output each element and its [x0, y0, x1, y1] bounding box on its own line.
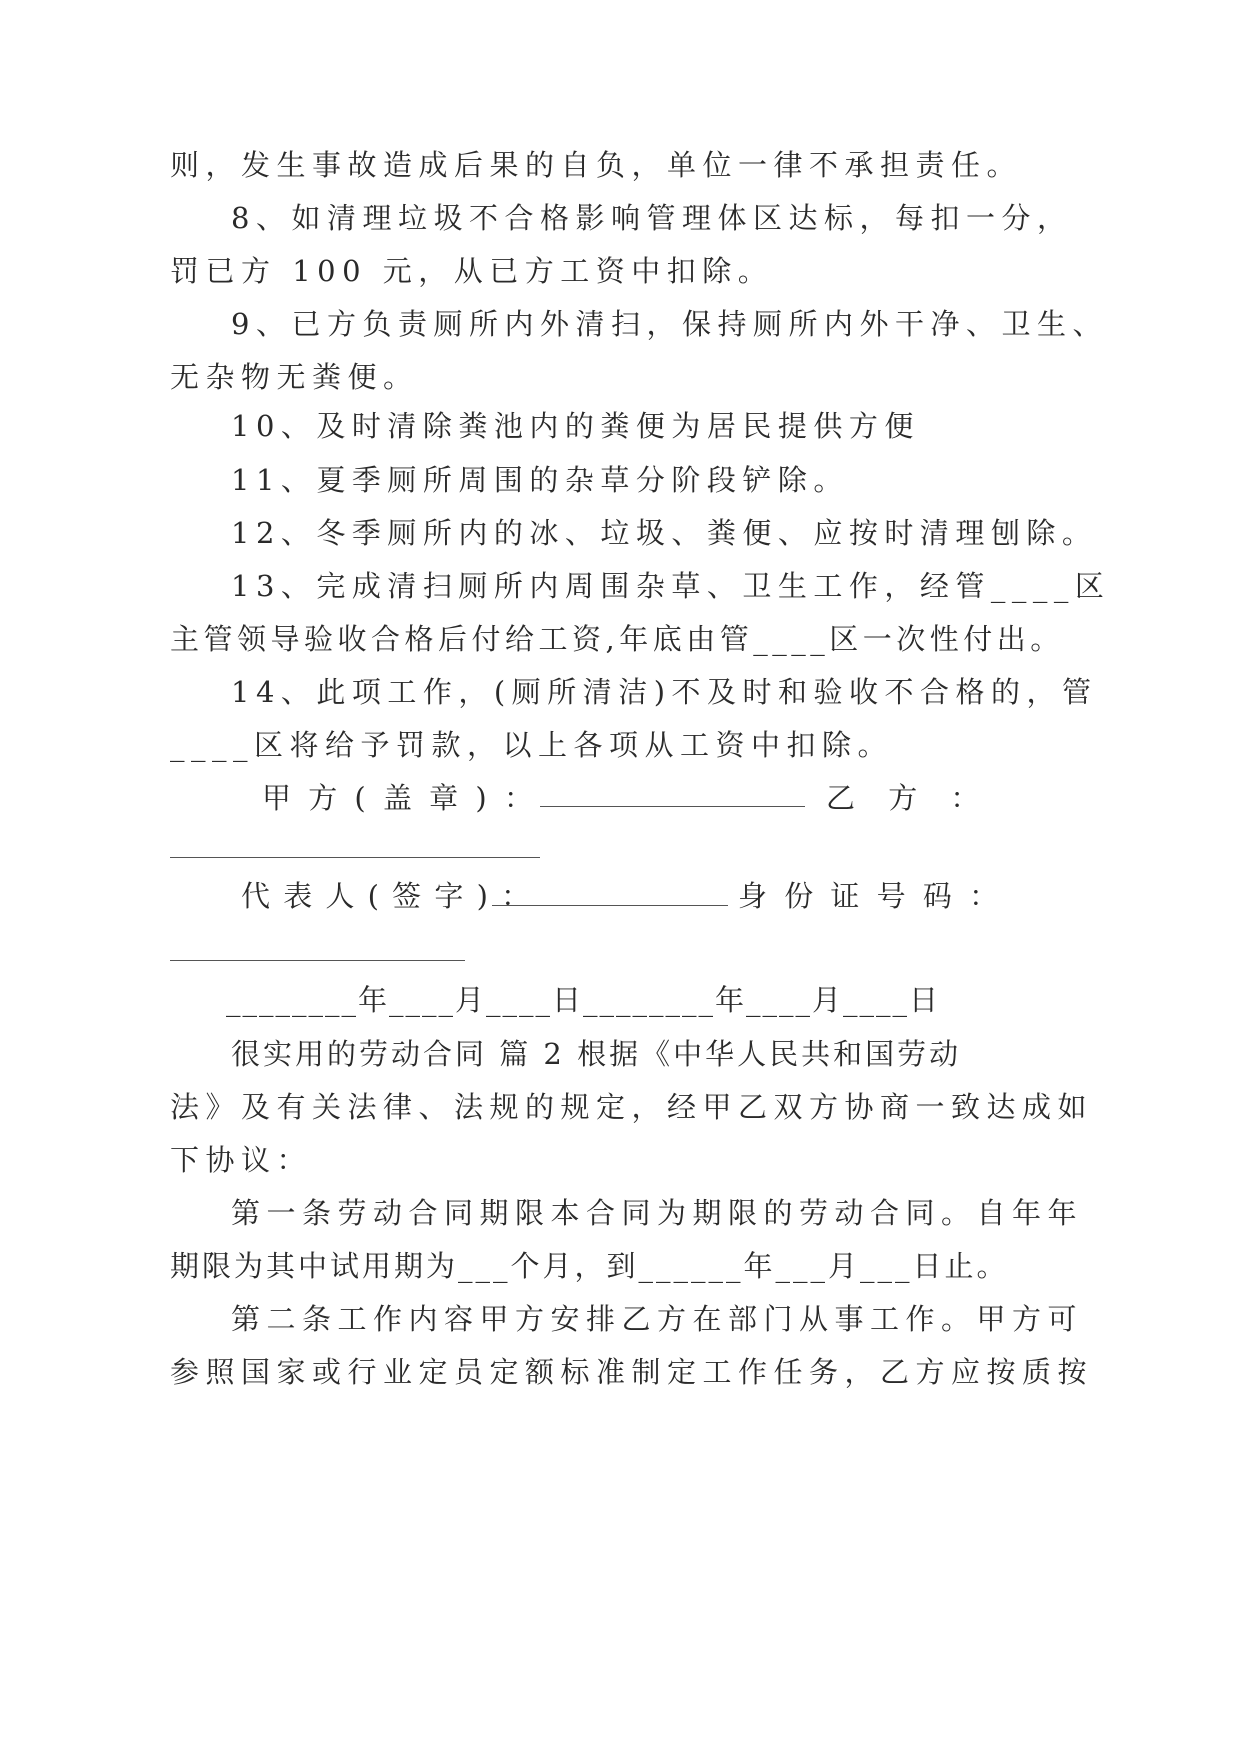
text-line: 无杂物无粪便。 — [170, 360, 419, 394]
section-heading: 很实用的劳动合同 篇 2 根据《中华人民共和国劳动 — [231, 1037, 962, 1071]
id-number-label: 身 份 证 号 码 ： — [738, 879, 1003, 913]
text-line: 法》及有关法律、法规的规定，经甲乙双方协商一致达成如 — [170, 1090, 1094, 1124]
text-line: 10、及时清除粪池内的粪便为居民提供方便 — [231, 409, 920, 443]
text-line: 12、冬季厕所内的冰、垃圾、粪便、应按时清理刨除。 — [231, 516, 1098, 550]
text-line: 则，发生事故造成后果的自负，单位一律不承担责任。 — [170, 148, 1023, 182]
text-line: 第二条工作内容甲方安排乙方在部门从事工作。甲方可 — [231, 1302, 1084, 1336]
text-line: 下协议： — [170, 1143, 313, 1177]
text-line: 14、此项工作，(厕所清洁)不及时和验收不合格的，管 — [231, 675, 1098, 709]
text-line: 第一条劳动合同期限本合同为期限的劳动合同。自年年 — [231, 1196, 1084, 1230]
text-line: 11、夏季厕所周围的杂草分阶段铲除。 — [231, 463, 849, 497]
text-line: 9、已方负责厕所内外清扫，保持厕所内外干净、卫生、 — [231, 307, 1108, 341]
text-line: 罚已方 100 元，从已方工资中扣除。 — [170, 254, 774, 288]
party-a-seal-label: 甲 方 ( 盖 章 ) ： — [262, 781, 537, 815]
text-line: 期限为其中试用期为___个月，到______年___月___日止。 — [170, 1249, 1009, 1283]
id-number-blank — [170, 960, 465, 961]
representative-label: 代 表 人 ( 签 字 ) ： — [241, 879, 533, 913]
text-line: 主管领导验收合格后付给工资,年底由管____区一次性付出。 — [170, 622, 1064, 656]
party-a-seal-blank — [540, 806, 805, 807]
party-b-label: 乙 方 ： — [826, 781, 992, 815]
date-line: ________年____月____日________年____月____日 — [226, 983, 941, 1017]
text-line: 参照国家或行业定员定额标准制定工作任务，乙方应按质按 — [170, 1355, 1094, 1389]
text-line: 13、完成清扫厕所内周围杂草、卫生工作，经管____区 — [231, 569, 1111, 603]
party-b-blank — [170, 857, 540, 858]
representative-signature-blank — [492, 905, 728, 906]
text-line: 8、如清理垃圾不合格影响管理体区达标，每扣一分， — [231, 201, 1073, 235]
text-line: ____区将给予罚款，以上各项从工资中扣除。 — [170, 728, 894, 762]
